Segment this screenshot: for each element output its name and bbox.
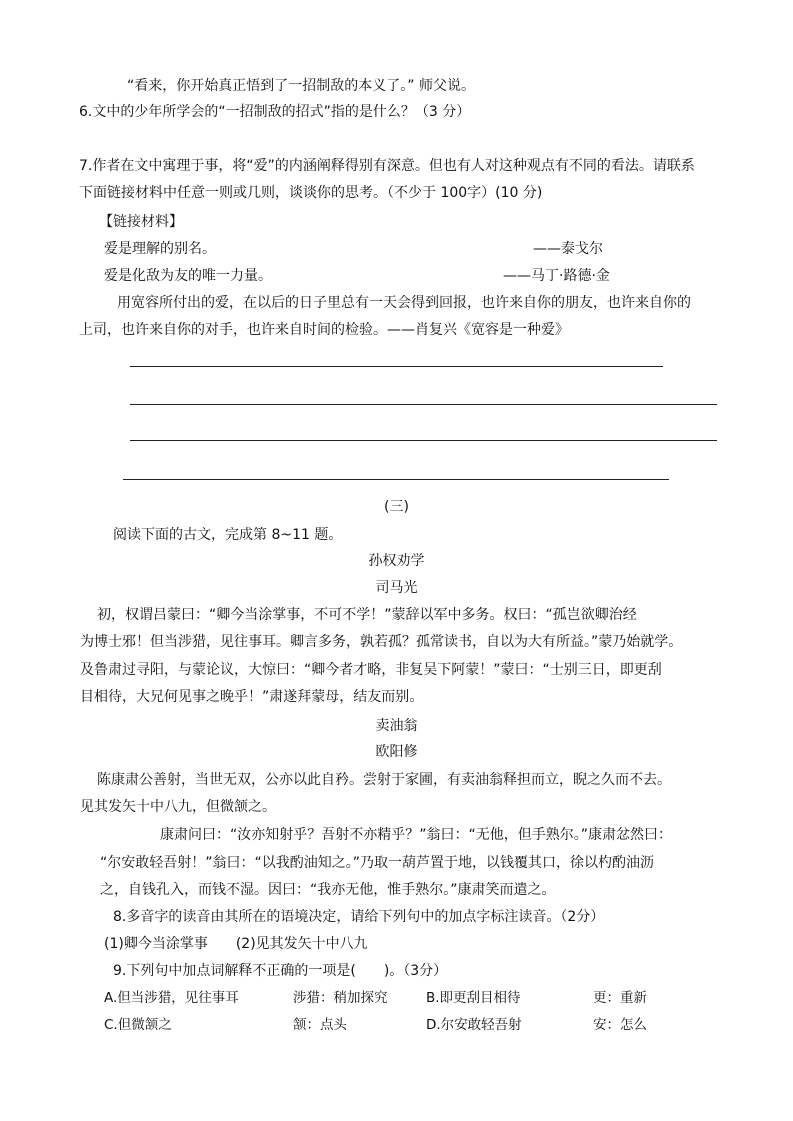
quote-3-line-2: 上司，也许来自你的对手，也许来自时间的检验。——肖复兴《宽容是一种爱》 [79, 322, 569, 338]
question-8: 8.多音字的读音由其所在的语境决定，请给下列句中的加点字标注读音。（2分） [113, 909, 605, 925]
text-2-line: 陈康肃公善射，当世无双，公亦以此自矜。尝射于家圃，有卖油翁释担而立，睨之久而不去。 [97, 772, 671, 788]
quote-2-author: ——马丁·路德·金 [503, 268, 610, 284]
text-2-line: 见其发矢十中八九，但微颔之。 [80, 799, 276, 815]
text-2-line: 康肃问曰：“汝亦知射乎？吾射不亦精乎？”翁曰：“无他，但手熟尔。”康肃忿然曰： [160, 827, 673, 843]
text-1-line: 为博士邪！但当涉猎，见往事耳。卿言多务，孰若孤？孤常读书，自以为大有所益。”蒙乃始就学。 [80, 634, 683, 650]
dialogue-line: “看来，你开始真正悟到了一招制敌的本义了。” 师父说。 [127, 78, 475, 94]
question-9: 9.下列句中加点词解释不正确的一项是( )。（3分） [113, 963, 448, 979]
text-2-author: 欧阳修 [375, 744, 418, 760]
materials-heading: 【链接材料】 [99, 214, 183, 230]
option-b-sentence: B.即更刮目相待 [426, 990, 521, 1006]
answer-line [123, 479, 669, 480]
answer-line [130, 366, 663, 367]
question-7-line-1: 7.作者在文中寓理于事，将“爱”的内涵阐释得别有深意。但也有人对这种观点有不同的看法。请联系 [79, 158, 695, 174]
option-a-gloss: 涉猎：稍加探究 [293, 990, 388, 1006]
option-d-sentence: D.尔安敢轻吾射 [426, 1017, 522, 1033]
text-1-line: 目相待，大兄何见事之晚乎！”肃遂拜蒙母，结友而别。 [80, 689, 424, 705]
option-d-gloss: 安：怎么 [593, 1017, 647, 1033]
answer-line [130, 440, 717, 441]
quote-1-text: 爱是理解的别名。 [104, 241, 216, 257]
question-8-items: (1)卿今当涂掌事 (2)见其发矢十中八九 [104, 936, 368, 952]
text-2-line: 之，自钱孔入，而钱不湿。因曰：“我亦无他，惟手熟尔。”康肃笑而遣之。 [100, 882, 556, 898]
option-b-gloss: 更：重新 [593, 990, 647, 1006]
quote-1-author: ——泰戈尔 [533, 241, 603, 257]
text-2-line: “尔安敢轻吾射！”翁曰：“以我酌油知之。”乃取一葫芦置于地，以钱覆其口，徐以杓酌油沥 [100, 855, 655, 871]
text-1-author: 司马光 [375, 580, 418, 596]
option-c-sentence: C.但微颔之 [104, 1017, 172, 1033]
text-1-title: 孙权劝学 [368, 553, 425, 569]
quote-2-text: 爱是化敌为友的唯一力量。 [104, 268, 272, 284]
question-6: 6.文中的少年所学会的“一招制敌的招式”指的是什么？（3 分） [79, 104, 471, 120]
option-a-sentence: A.但当涉猎，见往事耳 [104, 990, 239, 1006]
text-1-line: 及鲁肃过寻阳，与蒙论议，大惊曰：“卿今者才略，非复吴下阿蒙！”蒙曰：“士别三日，即更刮 [80, 662, 662, 678]
section-heading: (三) [384, 499, 409, 515]
question-7-line-2: 下面链接材料中任意一则或几则，谈谈你的思考。（不少于 100字）(10 分) [79, 185, 543, 201]
reading-instructions: 阅读下面的古文，完成第 8~11 题。 [113, 527, 343, 543]
text-2-title: 卖油翁 [375, 718, 418, 734]
text-1-line: 初，权谓吕蒙曰：“卿今当涂掌事，不可不学！”蒙辞以军中多务。权曰：“孤岂欲卿治经 [97, 607, 637, 623]
answer-line [130, 404, 717, 405]
quote-3-line-1: 用宽容所付出的爱，在以后的日子里总有一天会得到回报，也许来自你的朋友，也许来自你的 [117, 295, 691, 311]
option-c-gloss: 颔：点头 [293, 1017, 347, 1033]
